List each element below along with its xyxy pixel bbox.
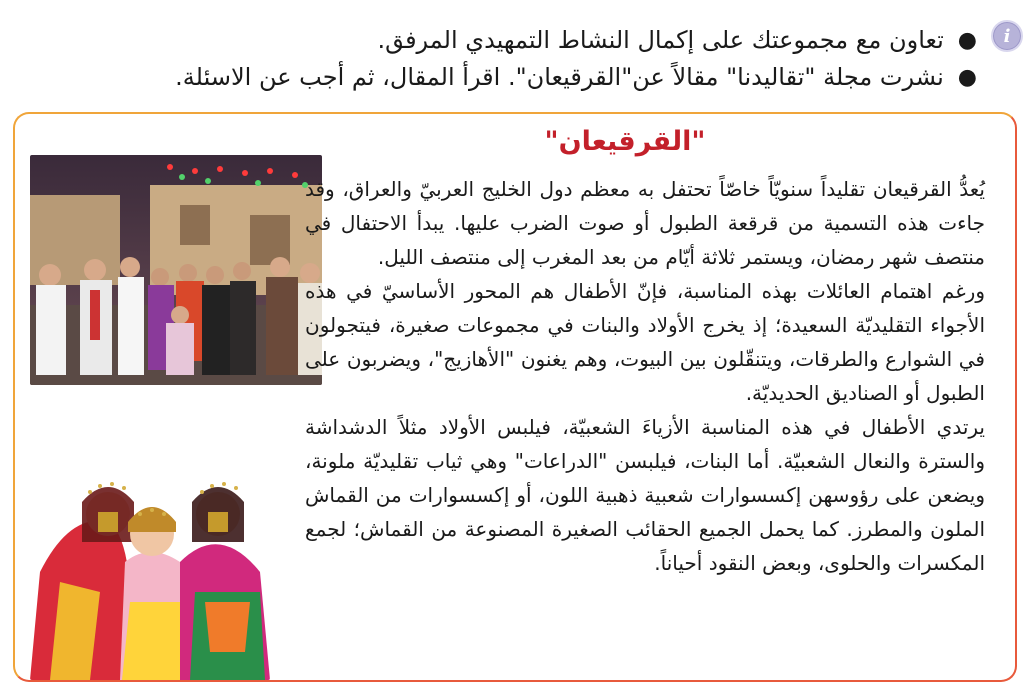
article-paragraph: ورغم اهتمام العائلات بهذه المناسبة، فإنّ الأطفال هم المحور الأساسيّ في هذه الأجواء التقليديّة السعيدة؛ إذ يخرج الأولاد والبنات في مجموعات صغيرة، فيتجولون في الشوارع والطرقات، ويتنقّلون بين البيوت، وهم يغنون "الأهازيج"، ويضربون على الطبول أو الصناديق الحديديّة. [305, 279, 985, 405]
bullet-icon: ● [957, 28, 977, 53]
girls-traditional-dress-photo [30, 452, 270, 680]
instruction-text: تعاون مع مجموعتك على إكمال النشاط التمهيدي المرفق. [377, 26, 944, 54]
article-paragraph: يرتدي الأطفال في هذه المناسبة الأزياءَ الشعبيّة، فيلبس الأولاد مثلاً الدشداشة والسترة والنعال الشعبيّة. أما البنات، فيلبسن "الدراعات" وهي ثياب تقليديّة ملونة، ويضعن على رؤوسهن إكسسوارات شعبية ذهبية اللون، أو إكسسوارات من القماش الملون والمطرز. كما يحمل الجميع الحقائب الصغيرة المصنوعة من القماش؛ لجمع المكسرات والحلوى، وبعض النقود أحياناً. [305, 415, 985, 575]
article-paragraph: يُعدُّ القرقيعان تقليداً سنويّاً خاصّاً تحتفل به معظم دول الخليج العربيّ والعراق، وقد جاءت هذه التسمية من قرقعة الطبول أو صوت الضرب عليها. يبدأ الاحتفال في منتصف شهر رمضان، ويستمر ثلاثة أيّام من بعد المغرب إلى منتصف الليل. [305, 177, 985, 269]
instruction-item [95, 59, 995, 96]
children-festival-photo [30, 155, 322, 385]
article-title: "القرقيعان" [544, 126, 706, 157]
instruction-item [95, 22, 995, 59]
instructions [95, 22, 995, 96]
info-icon: i [991, 20, 1023, 52]
instruction-text: نشرت مجلة "تقاليدنا" مقالاً عن"القرقيعان". اقرأ المقال، ثم أجب عن الاسئلة. [175, 63, 944, 91]
article-body [305, 172, 985, 580]
bullet-icon: ● [957, 65, 977, 90]
